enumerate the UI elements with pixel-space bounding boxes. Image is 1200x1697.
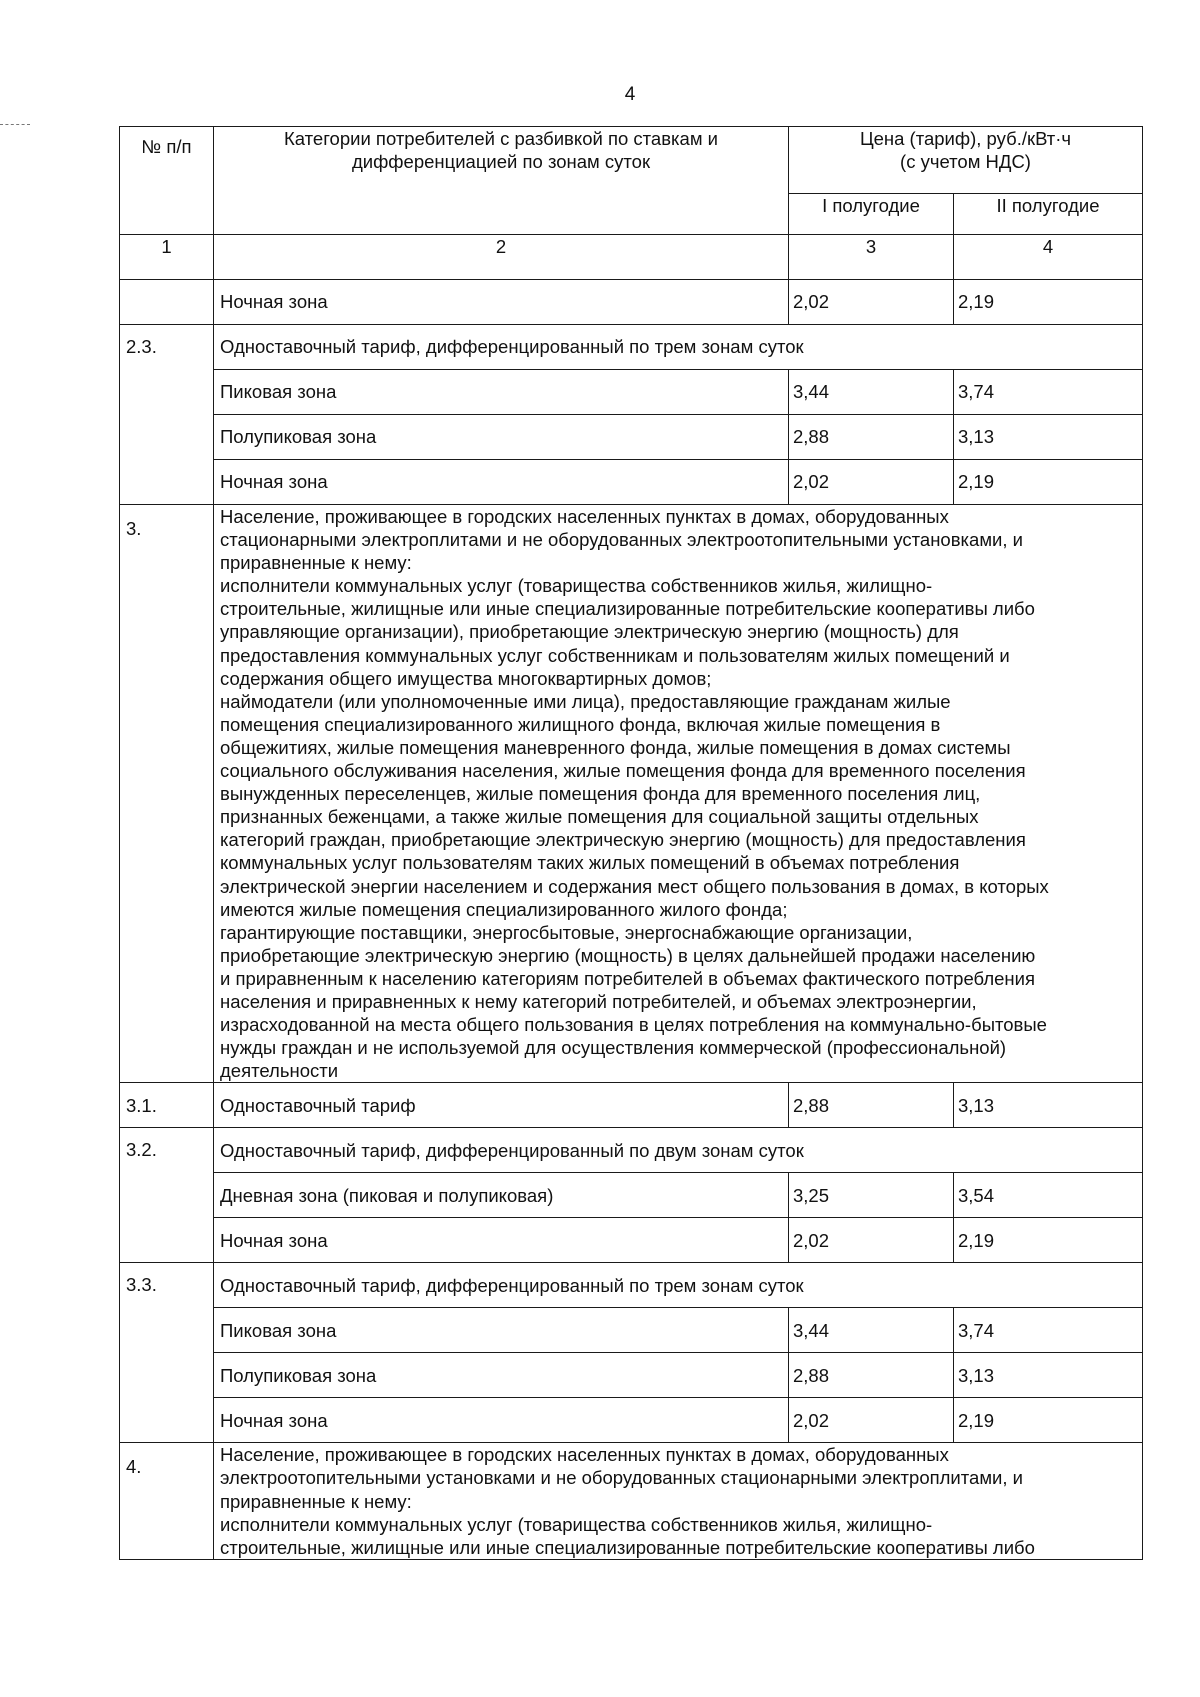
- row-num: 3.2.: [120, 1128, 214, 1263]
- row-num: 3.1.: [120, 1083, 214, 1128]
- row-value-h2: 3,13: [954, 1083, 1143, 1128]
- description-line: электрической энергии населением и содержания мест общего пользования в домах, в которых: [220, 875, 1049, 897]
- header-category-line1: Категории потребителей с разбивкой по ставкам и: [283, 128, 719, 149]
- table-row: [120, 1263, 1143, 1308]
- row-label: Дневная зона (пиковая и полупиковая): [214, 1173, 789, 1218]
- row-label: Пиковая зона: [214, 1308, 789, 1353]
- row-value-h1: 2,02: [789, 1218, 954, 1263]
- section-description: [214, 1443, 1143, 1559]
- row-value-h1: 2,88: [789, 1353, 954, 1398]
- table-row: [120, 1443, 1143, 1559]
- description-line: вынужденных переселенцев, жилые помещения фонда для временного поселения лиц,: [220, 783, 981, 805]
- description-line: приравненные к нему:: [220, 1490, 412, 1512]
- table-row: [120, 280, 1143, 325]
- table-row: [120, 1353, 1143, 1398]
- description-line: Население, проживающее в городских населенных пунктах в домах, оборудованных: [220, 506, 949, 527]
- description-line: строительные, жилищные или иные специализированные потребительские кооперативы либо: [220, 598, 1035, 620]
- section-label: Одноставочный тариф, дифференцированный по трем зонам суток: [214, 1263, 1143, 1308]
- row-value-h2: 2,19: [954, 280, 1143, 325]
- description-line: признанных беженцами, а также жилые помещения для социальной защиты отдельных: [220, 806, 979, 828]
- description-line: гарантирующие поставщики, энергосбытовые, энергоснабжающие организации,: [220, 921, 913, 943]
- section-label: Одноставочный тариф, дифференцированный по двум зонам суток: [214, 1128, 1143, 1173]
- description-line: управляющие организации), приобретающие электрическую энергию (мощность) для: [220, 621, 959, 643]
- header-half1: I полугодие: [789, 194, 954, 235]
- header-idx1: 1: [120, 235, 214, 280]
- tariff-table: [119, 126, 1143, 1560]
- page-number: 4: [624, 84, 636, 105]
- description-line: коммунальных услуг пользователям таких жилых помещений в объемах потребления: [220, 852, 960, 874]
- row-value-h1: 2,88: [789, 1083, 954, 1128]
- table-row: [120, 325, 1143, 370]
- row-value-h2: 2,19: [954, 1398, 1143, 1443]
- header-idx3: 3: [789, 235, 954, 280]
- row-value-h2: 3,13: [954, 1353, 1143, 1398]
- row-num: [120, 280, 214, 325]
- row-value-h1: 2,02: [789, 460, 954, 505]
- description-line: имеются жилые помещения специализированного жилого фонда;: [220, 898, 788, 920]
- header-num: № п/п: [120, 127, 214, 235]
- section-label: Одноставочный тариф, дифференцированный по трем зонам суток: [214, 325, 1143, 370]
- row-value-h1: 2,02: [789, 1398, 954, 1443]
- header-index-row: [120, 235, 1143, 280]
- row-num: 4.: [120, 1443, 214, 1559]
- description-line: израсходованной на места общего пользования в целях потребления на коммунально-бытовые: [220, 1014, 1047, 1036]
- header-row: [120, 127, 1143, 194]
- table-row: [120, 1083, 1143, 1128]
- description-line: наймодатели (или уполномоченные ими лица), предоставляющие гражданам жилые: [220, 690, 951, 712]
- table-row: [120, 415, 1143, 460]
- description-line: нужды граждан и не используемой для осуществления коммерческой (профессиональной): [220, 1037, 1007, 1059]
- table-row: [120, 1128, 1143, 1173]
- row-label: Ночная зона: [214, 1218, 789, 1263]
- table-row: [120, 505, 1143, 1083]
- row-label: Полупиковая зона: [214, 415, 789, 460]
- row-label: Ночная зона: [214, 460, 789, 505]
- header-price-line1: Цена (тариф), руб./кВт·ч: [859, 128, 1072, 149]
- header-category: [214, 127, 789, 235]
- header-half2: II полугодие: [954, 194, 1143, 235]
- table-row: [120, 1398, 1143, 1443]
- row-num: 3.3.: [120, 1263, 214, 1443]
- row-value-h1: 3,44: [789, 370, 954, 415]
- row-value-h2: 3,54: [954, 1173, 1143, 1218]
- description-line: предоставления коммунальных услуг собственникам и пользователям жилых помещений и: [220, 644, 1010, 666]
- description-line: и приравненным к населению категориям потребителей в объемах фактического потребления: [220, 967, 1035, 989]
- description-line: электроотопительными установками и не оборудованных стационарными электроплитами, и: [220, 1467, 1023, 1489]
- scan-artifact: [0, 124, 30, 125]
- description-line: исполнители коммунальных услуг (товарищества собственников жилья, жилищно-: [220, 575, 933, 597]
- row-num: 3.: [120, 505, 214, 1083]
- row-value-h1: 3,44: [789, 1308, 954, 1353]
- table-row: [120, 1173, 1143, 1218]
- description-line: деятельности: [220, 1060, 339, 1082]
- description-line: содержания общего имущества многоквартирных домов;: [220, 667, 712, 689]
- header-idx2: 2: [214, 235, 789, 280]
- row-value-h2: 2,19: [954, 460, 1143, 505]
- header-price-line2: (с учетом НДС): [900, 151, 1031, 173]
- row-value-h2: 3,74: [954, 370, 1143, 415]
- header-idx4: 4: [954, 235, 1143, 280]
- row-label: Ночная зона: [214, 1398, 789, 1443]
- row-value-h1: 3,25: [789, 1173, 954, 1218]
- description-line: приравненные к нему:: [220, 552, 412, 574]
- header-category-line2: дифференциацией по зонам суток: [351, 151, 651, 173]
- table-row: [120, 1308, 1143, 1353]
- row-value-h2: 3,74: [954, 1308, 1143, 1353]
- row-value-h1: 2,88: [789, 415, 954, 460]
- row-label: Полупиковая зона: [214, 1353, 789, 1398]
- header-price: [789, 127, 1143, 194]
- row-value-h1: 2,02: [789, 280, 954, 325]
- table-row: [120, 370, 1143, 415]
- description-line: социального обслуживания населения, жилые помещения фонда для временного поселения: [220, 760, 1026, 782]
- description-line: строительные, жилищные или иные специализированные потребительские кооперативы либо: [220, 1536, 1035, 1558]
- section-description: [214, 505, 1143, 1083]
- row-value-h2: 3,13: [954, 415, 1143, 460]
- description-line: категорий граждан, приобретающие электрическую энергию (мощность) для предоставления: [220, 829, 1026, 851]
- row-label: Одноставочный тариф: [214, 1083, 789, 1128]
- description-line: приобретающие электрическую энергию (мощность) в целях дальнейшей продажи населению: [220, 944, 1036, 966]
- description-line: помещения специализированного жилищного фонда, включая жилые помещения в: [220, 713, 941, 735]
- description-line: населения и приравненных к нему категорий потребителей, и объемах электроэнергии,: [220, 990, 977, 1012]
- description-line: исполнители коммунальных услуг (товарищества собственников жилья, жилищно-: [220, 1513, 933, 1535]
- description-line: Население, проживающее в городских населенных пунктах в домах, оборудованных: [220, 1444, 949, 1466]
- table-row: [120, 460, 1143, 505]
- row-num: 2.3.: [120, 325, 214, 505]
- row-label: Ночная зона: [214, 280, 789, 325]
- row-value-h2: 2,19: [954, 1218, 1143, 1263]
- row-label: Пиковая зона: [214, 370, 789, 415]
- description-line: стационарными электроплитами и не оборудованных электроотопительными установками, и: [220, 529, 1023, 551]
- table-row: [120, 1218, 1143, 1263]
- description-line: общежитиях, жилые помещения маневренного фонда, жилые помещения в домах системы: [220, 736, 1011, 758]
